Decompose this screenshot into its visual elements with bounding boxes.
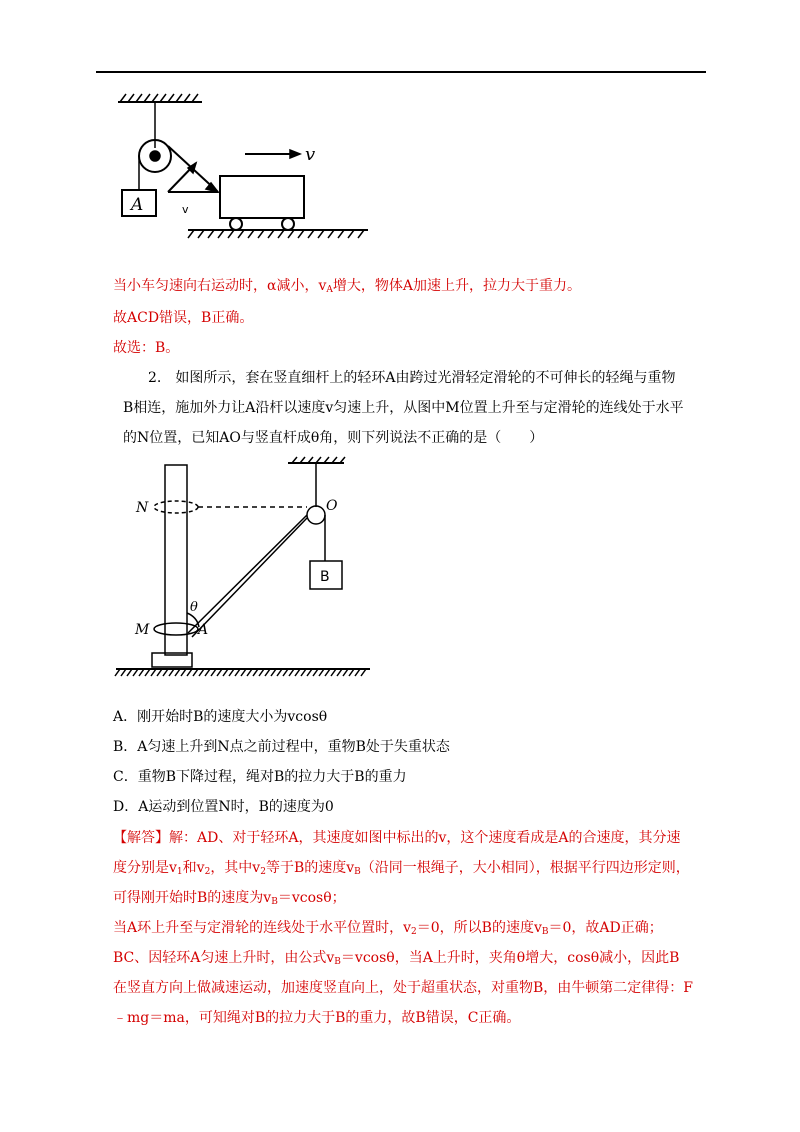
option-b: B．A匀速上升到N点之前过程中，重物B处于失重状态 [113, 739, 450, 755]
header-rule [96, 71, 706, 73]
answer2-line1-text: 解：AD、对于轻环A，其速度如图中标出的v，这个速度看成是A的合速度，其分速 [169, 830, 681, 846]
answer-tag: 【解答】 [113, 830, 169, 846]
fig1-label-v-small: v [182, 203, 189, 216]
fig2-label-theta: θ [190, 600, 198, 615]
fig2-label-o: O [326, 498, 338, 514]
answer2-line2: 度分别是$v_1$和$v_2$，其中$v_2$等于B的速度$v_B$（沿同一根绳子，大小相同），根据平行四边形定则， [113, 860, 690, 877]
figure-pulley-cart [110, 88, 380, 248]
fig2-label-a: A [198, 622, 209, 638]
question2-stem-1: 2. 如图所示，套在竖直细杆上的轻环A由跨过光滑轻定滑轮的不可伸长的轻绳与重物 [148, 370, 676, 386]
solution1-line3: 故选：B。 [113, 340, 180, 356]
option-a: A．刚开始时B的速度大小为vcosθ [113, 709, 328, 725]
option-d: D．A运动到位置N时，B的速度为0 [113, 799, 334, 815]
fig2-label-b: B [320, 569, 330, 585]
fig1-label-a: A [131, 195, 144, 215]
option-c: C．重物B下降过程，绳对B的拉力大于B的重力 [113, 769, 407, 785]
fig2-label-m: M [135, 622, 150, 638]
answer2-line7: ﹣mg＝ma，可知绳对B的拉力大于B的重力，故B错误，C正确。 [113, 1010, 521, 1026]
fig1-label-v: v [305, 144, 316, 165]
answer2-line5: BC、因轻环A匀速上升时，由公式$v_B=vcos\theta$，当A上升时，夹角θ增大，cosθ减小，因此B [113, 950, 680, 967]
solution1-line2: 故ACD错误，B正确。 [113, 310, 254, 326]
answer2-line4: 当A环上升至与定滑轮的连线处于水平位置时，$v_2=0$，所以B的速度$v_B=0$，故AD正确； [113, 920, 663, 937]
answer2-line6: 在竖直方向上做减速运动，加速度竖直向上，处于超重状态，对重物B，由牛顿第二定律得：F [113, 980, 693, 996]
figure-rod-ring-pulley [110, 455, 380, 685]
answer2-line3: 可得刚开始时B的速度为$v_B=vcos\theta$； [113, 890, 346, 907]
question2-stem-3: 的N位置，已知AO与竖直杆成θ角，则下列说法不正确的是（ ） [123, 430, 544, 446]
fig2-label-n: N [136, 500, 149, 516]
solution1-line1: 当小车匀速向右运动时，α减小，$v_A$增大，物体A加速上升，拉力大于重力。 [113, 278, 581, 295]
answer2-line1 [113, 828, 680, 848]
question2-stem-2: B相连，施加外力让A沿杆以速度v匀速上升，从图中M位置上升至与定滑轮的连线处于水平 [123, 400, 684, 416]
